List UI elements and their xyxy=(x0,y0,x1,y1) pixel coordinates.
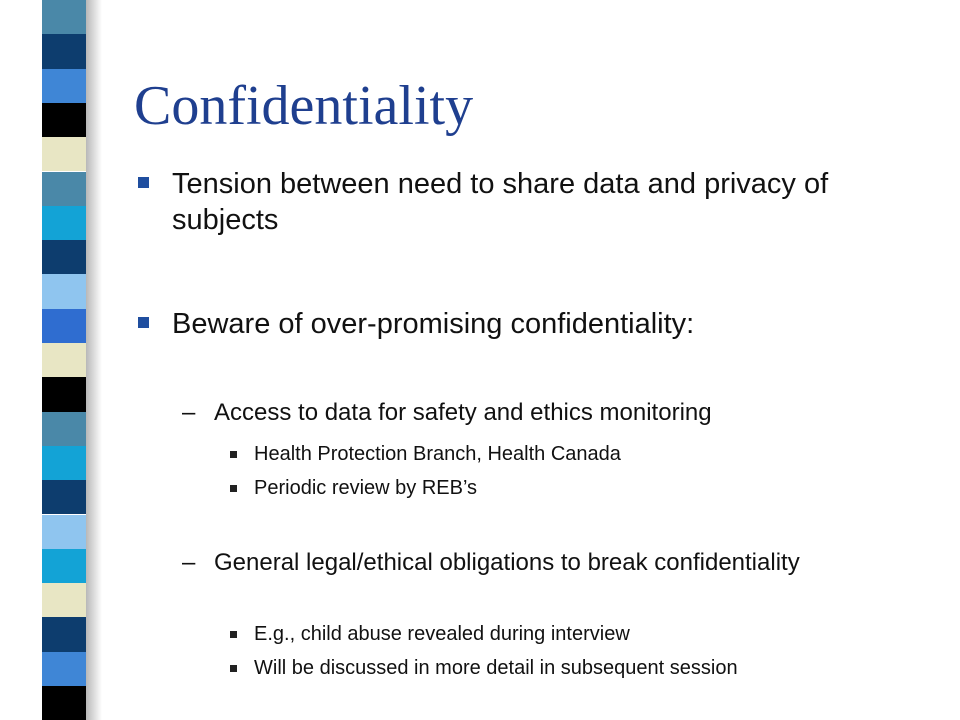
square-bullet-icon xyxy=(230,485,237,492)
square-bullet-icon xyxy=(230,631,237,638)
square-bullet-icon xyxy=(138,317,149,328)
sub-sub-item-hpb xyxy=(254,442,914,466)
sub-sub-item-subsequent xyxy=(254,656,914,680)
bullet-item-beware xyxy=(172,306,872,342)
sub-sub-item-text: E.g., child abuse revealed during interview xyxy=(254,623,630,645)
sub-sub-item-reb xyxy=(254,476,914,500)
sub-sub-item-text: Health Protection Branch, Health Canada xyxy=(254,443,621,465)
square-bullet-icon xyxy=(230,451,237,458)
square-bullet-icon xyxy=(230,665,237,672)
bullet-item-tension xyxy=(172,166,872,238)
dash-bullet: – xyxy=(182,399,196,426)
square-bullet-icon xyxy=(138,177,149,188)
sub-sub-item-text: Will be discussed in more detail in subsequent session xyxy=(254,657,738,679)
bullet-text: Beware of over-promising confidentiality: xyxy=(172,308,695,340)
sub-sub-item-text: Periodic review by REB’s xyxy=(254,477,478,499)
sub-sub-item-child-abuse xyxy=(254,622,914,646)
sub-item-text: Access to data for safety and ethics monitoring xyxy=(214,399,712,426)
slide-title: Confidentiality xyxy=(134,75,474,137)
bullet-text: Tension between need to share data and privacy of subjects xyxy=(172,168,829,236)
sub-item-obligations xyxy=(182,548,834,578)
dash-bullet: – xyxy=(182,549,196,576)
sub-item-text: General legal/ethical obligations to break confidentiality xyxy=(214,549,800,576)
sub-item-access xyxy=(182,398,834,428)
